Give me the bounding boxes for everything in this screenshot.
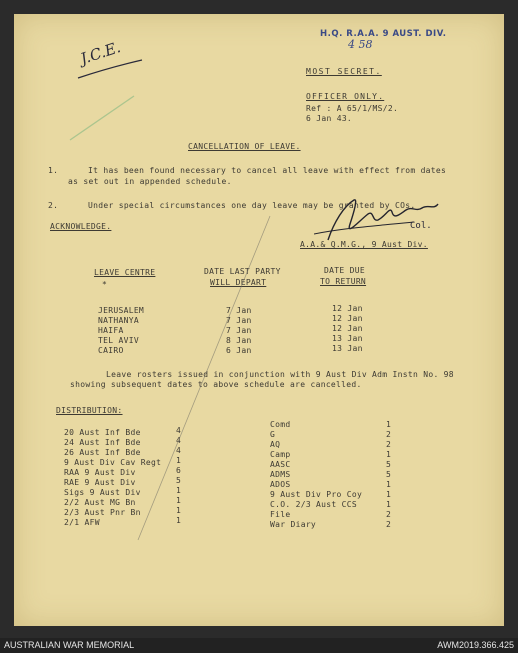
table-cell-centre: NATHANYA	[98, 316, 139, 325]
table-cell-centre: HAIFA	[98, 326, 124, 335]
list-item-unit: Comd	[270, 420, 291, 429]
schedule-header-return-2: TO RETURN	[320, 277, 367, 286]
table-cell-centre: JERUSALEM	[98, 306, 145, 315]
list-item-qty: 5	[176, 476, 182, 485]
document-page	[14, 14, 504, 626]
table-cell-return: 13 Jan	[332, 344, 363, 353]
schedule-header-return-1: DATE DUE	[324, 266, 365, 275]
list-item-qty: 1	[386, 450, 392, 459]
paragraph-1-line-2: as set out in appended schedule.	[68, 177, 232, 186]
schedule-header-marker: *	[102, 280, 108, 289]
list-item-unit: RAE 9 Aust Div	[64, 478, 136, 487]
pencil-stroke	[68, 92, 138, 142]
list-item-qty: 4	[176, 446, 182, 455]
table-cell-depart: 6 Jan	[226, 346, 252, 355]
stamp-handwritten-number: 4 58	[348, 38, 373, 51]
list-item-qty: 5	[386, 470, 392, 479]
list-item-qty: 2	[386, 430, 392, 439]
schedule-header-centre: LEAVE CENTRE	[94, 268, 156, 277]
list-item-unit: 9 Aust Div Cav Regt	[64, 458, 162, 467]
footer-institution: AUSTRALIAN WAR MEMORIAL	[4, 640, 135, 650]
list-item-unit: Camp	[270, 450, 291, 459]
list-item-qty: 1	[386, 500, 392, 509]
list-item-unit: C.O. 2/3 Aust CCS	[270, 500, 357, 509]
acknowledge-label: ACKNOWLEDGE.	[50, 222, 112, 231]
document-date: 6 Jan 43.	[306, 114, 353, 123]
list-item-qty: 5	[386, 460, 392, 469]
list-item-unit: Sigs 9 Aust Div	[64, 488, 141, 497]
list-item-qty: 1	[386, 420, 392, 429]
list-item-qty: 1	[176, 506, 182, 515]
list-item-unit: ADOS	[270, 480, 291, 489]
table-cell-centre: CAIRO	[98, 346, 124, 355]
table-cell-depart: 7 Jan	[226, 326, 252, 335]
paragraph-2-line-1: Under special circumstances one day leave may be granted by COs.	[88, 201, 416, 210]
list-item-qty: 4	[176, 436, 182, 445]
list-item-unit: File	[270, 510, 291, 519]
paragraph-1-line-1: It has been found necessary to cancel all leave with effect from dates	[88, 166, 447, 175]
list-item-qty: 1	[386, 490, 392, 499]
pencil-line	[134, 214, 274, 544]
classification-label: MOST SECRET.	[306, 67, 382, 76]
list-item-unit: AASC	[270, 460, 291, 469]
list-item-qty: 6	[176, 466, 182, 475]
list-item-unit: 2/3 Aust Pnr Bn	[64, 508, 141, 517]
list-item-qty: 1	[176, 516, 182, 525]
schedule-return-column	[332, 304, 363, 354]
list-item-unit: 24 Aust Inf Bde	[64, 438, 141, 447]
paragraph-1-number: 1.	[48, 166, 59, 175]
distribution-title: DISTRIBUTION:	[56, 406, 123, 415]
list-item-unit: ADMS	[270, 470, 291, 479]
table-cell-return: 13 Jan	[332, 334, 363, 343]
list-item-qty: 1	[176, 496, 182, 505]
list-item-qty: 1	[176, 486, 182, 495]
reference-number: Ref : A 65/1/MS/2.	[306, 104, 399, 113]
initials-underline	[76, 58, 146, 82]
note-line-1: Leave rosters issued in conjunction with 9 Aust Div Adm Instn No. 98	[106, 370, 454, 379]
table-cell-return: 12 Jan	[332, 314, 363, 323]
table-cell-depart: 8 Jan	[226, 336, 252, 345]
officer-only-label: OFFICER ONLY.	[306, 92, 385, 101]
paragraph-2-number: 2.	[48, 201, 59, 210]
signature-block: A.A.& Q.M.G., 9 Aust Div.	[300, 240, 428, 249]
list-item-unit: War Diary	[270, 520, 317, 529]
distribution-right-units	[270, 420, 362, 530]
list-item-qty: 1	[176, 456, 182, 465]
list-item-unit: 2/1 AFW	[64, 518, 100, 527]
handwritten-initials: J.C.E.	[78, 38, 123, 68]
table-cell-centre: TEL AVIV	[98, 336, 139, 345]
page-title: CANCELLATION OF LEAVE.	[188, 142, 301, 151]
list-item-qty: 2	[386, 520, 392, 529]
list-item-qty: 2	[386, 440, 392, 449]
list-item-unit: 9 Aust Div Pro Coy	[270, 490, 363, 499]
list-item-unit: 20 Aust Inf Bde	[64, 428, 141, 437]
hq-stamp: H.Q. R.A.A. 9 AUST. DIV.	[320, 29, 447, 39]
list-item-unit: AQ	[270, 440, 281, 449]
table-cell-return: 12 Jan	[332, 324, 363, 333]
list-item-qty: 2	[386, 510, 392, 519]
archive-footer	[0, 638, 518, 653]
list-item-qty: 4	[176, 426, 182, 435]
list-item-unit: 2/2 Aust MG Bn	[64, 498, 136, 507]
distribution-right-qty	[386, 420, 391, 530]
schedule-header-depart-2: WILL DEPART	[210, 278, 267, 287]
note-line-2: showing subsequent dates to above schedule are cancelled.	[70, 380, 362, 389]
table-cell-return: 12 Jan	[332, 304, 363, 313]
signature-rank: Col.	[410, 221, 432, 231]
table-cell-depart: 7 Jan	[226, 316, 252, 325]
footer-accession-number: AWM2019.366.425	[437, 640, 514, 650]
list-item-unit: G	[270, 430, 276, 439]
schedule-header-depart-1: DATE LAST PARTY	[204, 267, 281, 276]
table-cell-depart: 7 Jan	[226, 306, 252, 315]
list-item-unit: 26 Aust Inf Bde	[64, 448, 141, 457]
list-item-qty: 1	[386, 480, 392, 489]
list-item-unit: RAA 9 Aust Div	[64, 468, 136, 477]
